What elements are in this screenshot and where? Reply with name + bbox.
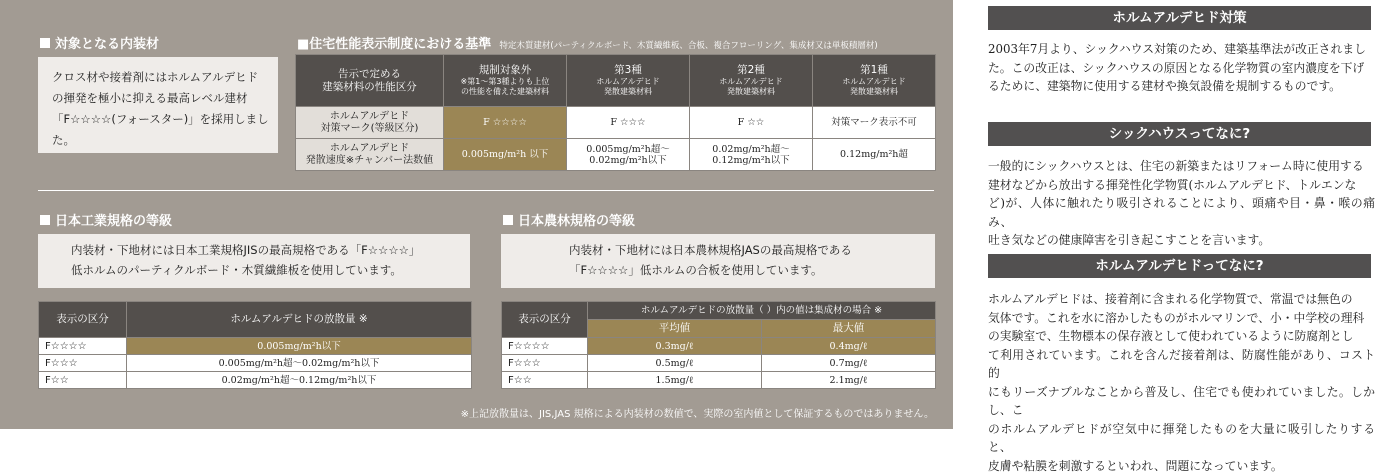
- grade-header: 表示の区分: [39, 302, 127, 338]
- heading-formaldehyde: ホルムアルデヒドってなに?: [988, 254, 1371, 278]
- heading-formaldehyde-measures: ホルムアルデヒド対策: [988, 6, 1371, 30]
- jis-line: 低ホルムのパーティクルボード・木質繊維板を使用しています。: [71, 263, 402, 277]
- target-description-box: [38, 57, 278, 153]
- row-label: ホルムアルデヒド 対策マーク(等級区分): [296, 107, 444, 139]
- jas-table: [501, 301, 936, 389]
- column-header: 第3種 ホルムアルデヒド 発散建築材料: [567, 55, 690, 107]
- max-cell: 0.4mg/ℓ: [762, 338, 936, 355]
- heading-sick-house: シックハウスってなに?: [988, 122, 1371, 146]
- jas-line: 「F☆☆☆☆」低ホルムの合板を使用しています。: [569, 263, 823, 277]
- grade-cell: F☆☆: [39, 372, 127, 389]
- max-cell: 2.1mg/ℓ: [762, 372, 936, 389]
- value-cell: 0.005mg/m²h超〜0.02mg/m²h以下: [127, 355, 472, 372]
- value-header: ホルムアルデヒドの放散量 ※: [127, 302, 472, 338]
- formaldehyde-measures-text: 2003年7月より、シックハウス対策のため、建築基準法が改正されまし た。この改正は、シックハウスの原因となる化学物質の室内濃度を下げ るために、建築物に使用する建材や換気設備を規制するものです。: [988, 42, 1366, 93]
- table-cell: 0.005mg/m²h 以下: [444, 139, 567, 171]
- target-line: クロス材や接着剤にはホルムアルデヒド: [52, 70, 259, 84]
- column-header: 第2種 ホルムアルデヒド 発散建築材料: [690, 55, 813, 107]
- standard-subtitle: 特定木質建材(パーティクルボード、木質繊維板、合板、複合フローリング、集成材又は単板積層材): [499, 41, 878, 51]
- grade-cell: F☆☆☆: [502, 355, 588, 372]
- table-cell: 0.12mg/m²h超: [813, 139, 936, 171]
- square-bullet-icon: [503, 215, 513, 225]
- right-panel: [953, 0, 1382, 473]
- value-cell: 0.005mg/m²h以下: [127, 338, 472, 355]
- target-line: 「F☆☆☆☆(フォースター)」を採用しました。: [52, 112, 269, 147]
- value-cell: 0.02mg/m²h超〜0.12mg/m²h以下: [127, 372, 472, 389]
- footnote: ※上記放散量は、JIS,JAS 規格による内装材の数値で、実際の室内値として保証するものではありません。: [460, 409, 934, 420]
- grade-cell: F☆☆☆: [39, 355, 127, 372]
- table-cell: F ☆☆: [690, 107, 813, 139]
- jis-table: [38, 301, 472, 389]
- grade-cell: F☆☆☆☆: [39, 338, 127, 355]
- jis-section-title: 日本工業規格の等級: [40, 210, 172, 229]
- sick-house-text: 一般的にシックハウスとは、住宅の新築またはリフォーム時に使用する 建材などから放出する揮発性化学物質(ホルムアルデヒド、トルエンな ど)が、人体に触れたり吸引されることにより、頭痛や目・鼻・喉の痛み、 吐き気などの健康障害を引き起こすことを言います。: [988, 159, 1375, 247]
- standard-section-title: ■住宅性能表示制度における基準 特定木質建材(パーティクルボード、木質繊維板、合板、複合フローリング、集成材又は単板積層材): [297, 37, 878, 52]
- formaldehyde-text: ホルムアルデヒドは、接着剤に含まれる化学物質で、常温では無色の 気体です。これを水に溶かしたものがホルマリンで、小・中学校の理科 の実験室で、生物標本の保存液として使われているように防腐剤とし て利用されています。これを含んだ接着剤は、防腐性能があり、コスト的 にもリーズナブルなことから普及し、住宅でも使われていました。しかし、こ のホルムアルデヒドが空気中に揮発したものを大量に吸引したりすると、 皮膚や粘膜を刺激するといわれ、問題になっています。: [988, 292, 1375, 473]
- grade-header: 表示の区分: [502, 302, 588, 338]
- row-label: ホルムアルデヒド 発散速度※チャンバー法数値: [296, 139, 444, 171]
- max-header: 最大値: [762, 320, 936, 338]
- corner-header: 告示で定める 建築材料の性能区分: [296, 55, 444, 107]
- table-cell: 対策マーク表示不可: [813, 107, 936, 139]
- grade-cell: F☆☆: [502, 372, 588, 389]
- average-cell: 0.3mg/ℓ: [588, 338, 762, 355]
- square-bullet-icon: [40, 215, 50, 225]
- jas-description-box: [501, 234, 935, 288]
- table-cell: 0.02mg/m²h超〜 0.12mg/m²h以下: [690, 139, 813, 171]
- square-bullet-icon: [40, 38, 50, 48]
- standard-table: [295, 54, 936, 171]
- target-section-title: 対象となる内装材: [40, 33, 159, 52]
- average-cell: 0.5mg/ℓ: [588, 355, 762, 372]
- column-header: 第1種 ホルムアルデヒド 発散建築材料: [813, 55, 936, 107]
- jis-line: 内装材・下地材には日本工業規格JISの最高規格である「F☆☆☆☆」: [71, 243, 421, 257]
- table-cell: 0.005mg/m²h超〜 0.02mg/m²h以下: [567, 139, 690, 171]
- average-header: 平均値: [588, 320, 762, 338]
- grade-cell: F☆☆☆☆: [502, 338, 588, 355]
- value-header: ホルムアルデヒドの放散量（ ）内の値は集成材の場合 ※: [588, 302, 936, 320]
- target-line: の揮発を極小に抑える最高レベル建材: [52, 91, 248, 105]
- column-header: 規制対象外 ※第1〜第3種よりも上位 の性能を備えた建築材料: [444, 55, 567, 107]
- section-divider: [38, 190, 934, 191]
- jas-section-title: 日本農林規格の等級: [503, 210, 635, 229]
- jis-description-box: [38, 234, 470, 288]
- average-cell: 1.5mg/ℓ: [588, 372, 762, 389]
- table-cell: F ☆☆☆: [567, 107, 690, 139]
- max-cell: 0.7mg/ℓ: [762, 355, 936, 372]
- jas-line: 内装材・下地材には日本農林規格JASの最高規格である: [569, 243, 852, 257]
- table-cell: F ☆☆☆☆: [444, 107, 567, 139]
